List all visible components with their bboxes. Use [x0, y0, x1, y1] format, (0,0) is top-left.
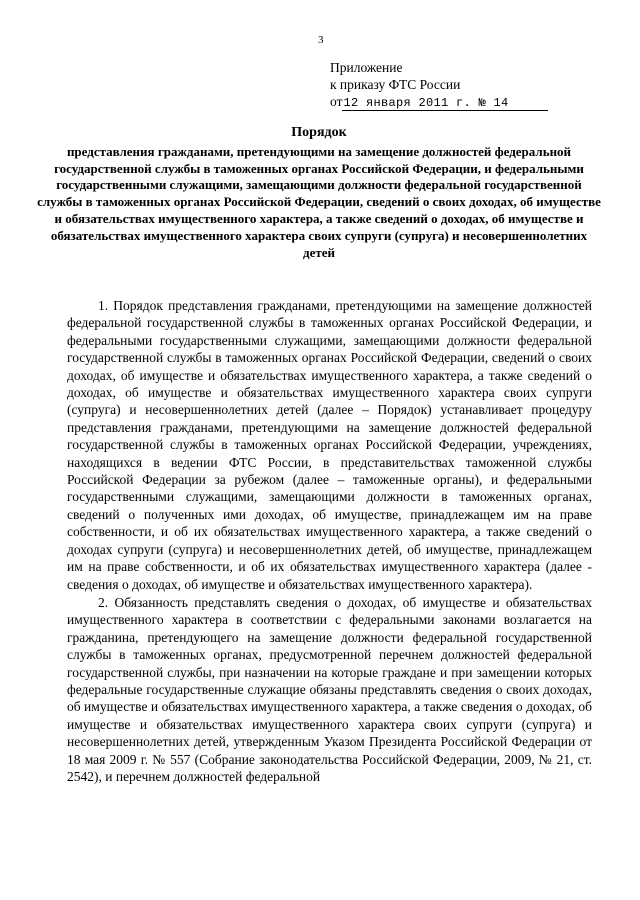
document-heading — [36, 125, 602, 261]
appendix-order-reference: к приказу ФТС России — [330, 77, 461, 92]
appendix-date-number: 12 января 2011 г. № 14 — [342, 97, 548, 111]
appendix-from-prefix: от — [330, 94, 343, 109]
document-body — [67, 297, 592, 785]
paragraph-2: 2. Обязанность представлять сведения о доходах, об имуществе и обязательствах имущественного характера в соответствии с федеральными законами возлагается на гражданина, претендующего на замещение должности федеральной государственной службы в таможенных органах, предусмотренной перечнем должностей федеральной государственной службы, при назначении на которые граждане и при замещении которых федеральные государственные служащие обязаны представлять сведения о своих доходах, об имуществе и обязательствах имущественного характера, а также сведения о доходах, об имуществе и обязательствах имущественного характера своих супруги (супруга) и несовершеннолетних детей, утвержденным Указом Президента Российской Федерации от 18 мая 2009 г. № 557 (Собрание законодательства Российской Федерации, 2009, № 21, ст. 2542), и перечнем должностей федеральной — [67, 594, 592, 784]
paragraph-1: 1. Порядок представления гражданами, претендующими на замещение должностей федеральной государственной службы в таможенных органах Российской Федерации, и федеральными государственными служащими, замещающими должности федеральной государственной службы в таможенных органах Российской Федерации, сведений о своих доходах, об имуществе и обязательствах имущественного характера, а также сведений о доходах, об имуществе и обязательствах имущественного характера своих супруги (супруга) и несовершеннолетних детей (далее – Порядок) устанавливает процедуру представления гражданами, претендующими на замещение должностей федеральной государственной службы в таможенных органах Российской Федерации, учреждениях, находящихся в ведении ФТС России, в представительствах таможенной службы Российской Федерации за рубежом (далее – таможенные органы), и федеральными государственными служащими, замещающими должности в таможенных органах, сведений о полученных ими доходах, об имуществе, принадлежащем им на праве собственности, и об их обязательствах имущественного характера, а также сведений о доходах супруги (супруга) и несовершеннолетних детей, об имуществе, принадлежащем им на праве собственности, и об их обязательствах имущественного характера (далее - сведения о доходах, об имуществе и обязательствах имущественного характера). — [67, 298, 592, 592]
page-number: 3 — [318, 34, 324, 46]
appendix-title: Приложение — [330, 60, 403, 75]
appendix-block — [330, 59, 600, 111]
heading-subtitle: представления гражданами, претендующими на замещение должностей федеральной государственной службы в таможенных органах Российской Федерации, и федеральными государственными служащими, замещающими должности федеральной государственной службы в таможенных органах Российской Федерации, сведений о своих доходах, об имуществе и обязательствах имущественного характера, а также сведений о доходах, об имуществе и обязательствах имущественного характера своих супруги (супруга) и несовершеннолетних детей — [37, 143, 601, 260]
heading-title: Порядок — [291, 125, 347, 140]
appendix-date-row — [330, 93, 600, 111]
